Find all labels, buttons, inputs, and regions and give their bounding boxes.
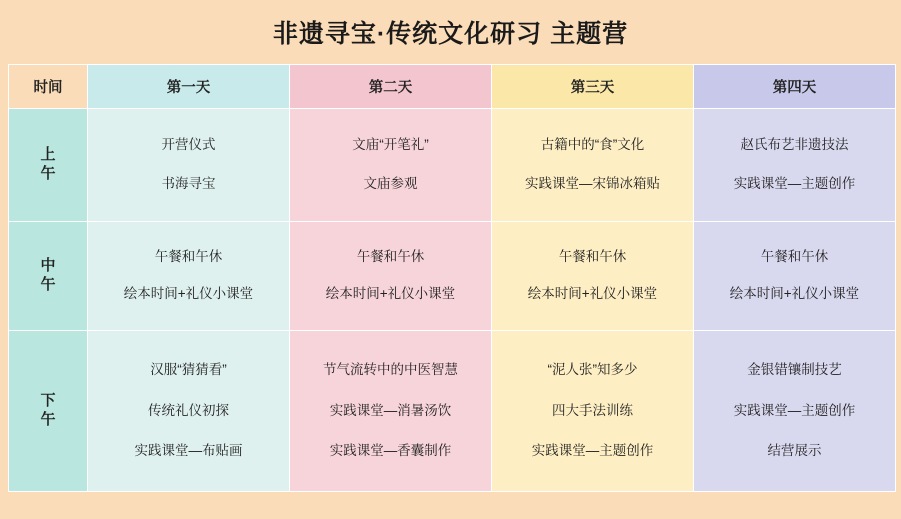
cell-day4-morning (694, 109, 896, 222)
cell-line: 绘本时间+礼仪小课堂 (527, 286, 658, 302)
cell-day3-morning (492, 109, 694, 222)
cell-line: 绘本时间+礼仪小课堂 (325, 286, 456, 302)
cell-line: 汉服“猜猜看” (150, 361, 227, 377)
table-row (9, 109, 896, 222)
cell-line: 书海寻宝 (161, 175, 216, 191)
cell-day3-noon (492, 222, 694, 331)
cell-line: 绘本时间+礼仪小课堂 (123, 286, 254, 302)
time-label-noon (9, 222, 88, 331)
cell-line: 实践课堂—布贴画 (134, 443, 243, 459)
time-label-afternoon (9, 331, 88, 492)
cell-line: 午餐和午休 (558, 249, 627, 265)
table-row (9, 222, 896, 331)
cell-line: 午餐和午休 (356, 249, 425, 265)
cell-day1-noon (88, 222, 290, 331)
time-label-afternoon-char2: 午 (40, 411, 56, 428)
cell-line: 实践课堂—主题创作 (733, 402, 856, 418)
cell-line: 实践课堂—宋锦冰箱贴 (525, 175, 660, 191)
cell-line: 传统礼仪初探 (148, 402, 229, 418)
page-title: 非遗寻宝·传统文化研习 主题营 (272, 20, 629, 48)
cell-line: 古籍中的“食”文化 (540, 137, 645, 153)
table-row (9, 331, 896, 492)
time-label-morning-char1: 上 (40, 146, 56, 164)
cell-line: 四大手法训练 (552, 402, 633, 418)
cell-line: 实践课堂—香囊制作 (329, 443, 452, 459)
cell-line: 赵氏布艺非遗技法 (740, 137, 849, 153)
cell-line: 节气流转中的中医智慧 (323, 361, 458, 377)
time-label-noon-char1: 中 (40, 257, 56, 275)
cell-day2-morning (290, 109, 492, 222)
header-cell-day3: 第三天 (492, 65, 694, 109)
cell-line: 实践课堂—主题创作 (531, 443, 654, 459)
cell-day2-noon (290, 222, 492, 331)
cell-day1-morning (88, 109, 290, 222)
header-cell-time: 时间 (9, 65, 88, 109)
cell-line: 文庙参观 (363, 175, 418, 191)
cell-line: 实践课堂—主题创作 (733, 175, 856, 191)
cell-line: 实践课堂—消暑汤饮 (329, 402, 452, 418)
header-cell-day1: 第一天 (88, 65, 290, 109)
schedule-table (8, 64, 896, 492)
table-header-row (9, 65, 896, 109)
cell-line: 结营展示 (767, 443, 822, 459)
time-label-noon-char2: 午 (40, 276, 56, 293)
cell-day4-afternoon (694, 331, 896, 492)
cell-line: 午餐和午休 (154, 249, 223, 265)
cell-line: 绘本时间+礼仪小课堂 (729, 286, 860, 302)
cell-line: 文庙“开笔礼” (352, 137, 429, 153)
cell-day3-afternoon (492, 331, 694, 492)
cell-line: 金银错镶制技艺 (747, 361, 842, 377)
cell-line: 午餐和午休 (760, 249, 829, 265)
cell-day4-noon (694, 222, 896, 331)
cell-day2-afternoon (290, 331, 492, 492)
time-label-morning (9, 109, 88, 222)
header-cell-day2: 第二天 (290, 65, 492, 109)
title-bar (0, 0, 901, 64)
time-label-afternoon-char1: 下 (40, 392, 56, 410)
cell-line: 开营仪式 (161, 137, 216, 153)
cell-day1-afternoon (88, 331, 290, 492)
cell-line: “泥人张”知多少 (547, 361, 638, 377)
time-label-morning-char2: 午 (40, 165, 56, 182)
header-cell-day4: 第四天 (694, 65, 896, 109)
